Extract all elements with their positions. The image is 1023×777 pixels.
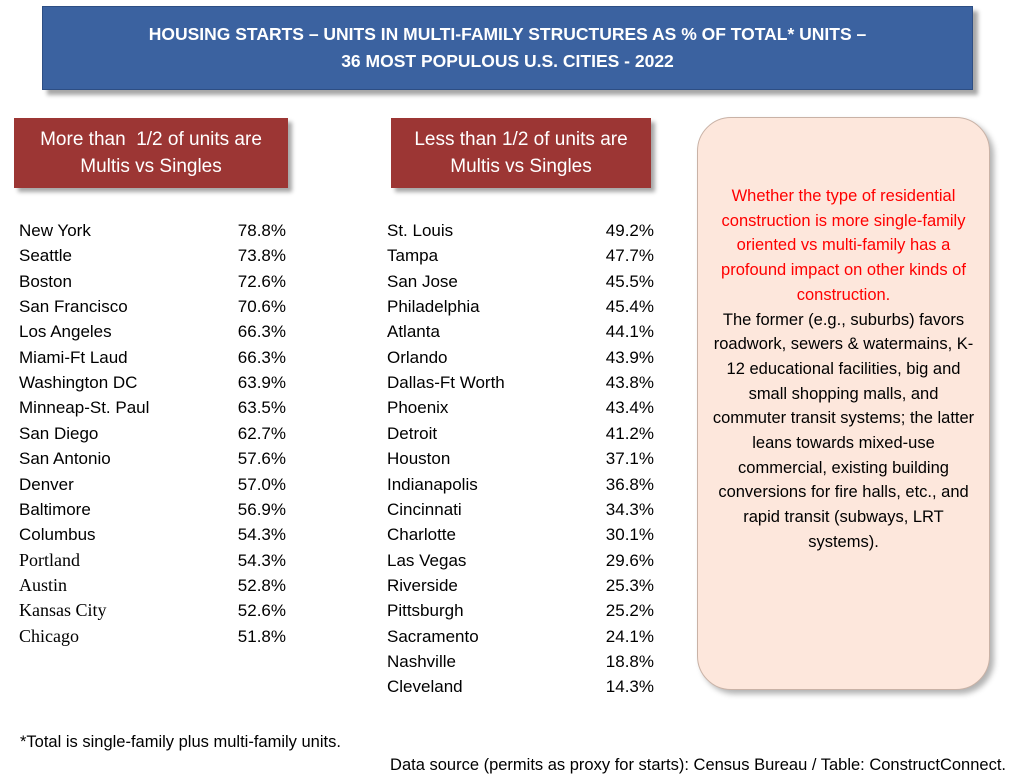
city-name: Seattle [19,246,72,266]
table-row [19,446,286,471]
city-percentage: 62.7% [237,423,286,443]
table-row [19,218,286,243]
city-percentage: 57.0% [237,474,286,494]
table-row [19,269,286,294]
city-percentage: 52.8% [237,575,286,595]
city-percentage: 45.4% [605,297,654,317]
table-row [387,624,654,649]
city-percentage: 63.9% [237,373,286,393]
city-percentage: 51.8% [237,626,286,646]
city-name: Miami-Ft Laud [19,347,128,367]
city-name: Chicago [19,625,79,646]
commentary-box [697,117,990,690]
commentary-black-text: The former (e.g., suburbs) favors roadwork, sewers & watermains, K-12 educational facilities, big and small shopping malls, and commuter transit systems; the latter leans towards mixed-use commercial, existing building conversions for fire halls, etc., and rapid transit (subways, LRT systems). [712,310,975,551]
city-name: Philadelphia [387,297,480,317]
city-percentage: 25.2% [605,601,654,621]
city-name: Washington DC [19,373,138,393]
city-percentage: 57.6% [237,449,286,469]
data-source: Data source (permits as proxy for starts): Census Bureau / Table: ConstructConnect. [390,756,1006,774]
city-name: Atlanta [387,322,440,342]
city-percentage: 24.1% [605,626,654,646]
city-name: Portland [19,549,80,570]
table-row [387,345,654,370]
table-row [387,497,654,522]
city-name: Sacramento [387,626,479,646]
title-banner [42,6,973,90]
table-row [19,395,286,420]
commentary-red-text: Whether the type of residential construction is more single-family oriented vs multi-family has a profound impact on other kinds of construction. [721,187,966,304]
table-row [387,319,654,344]
table-row [19,370,286,395]
city-percentage: 14.3% [605,677,654,697]
table-row [19,421,286,446]
city-percentage: 63.5% [237,398,286,418]
right-column-header [391,118,651,188]
table-row [387,598,654,623]
city-name: Pittsburgh [387,601,464,621]
city-name: St. Louis [387,221,454,240]
table-row [19,243,286,268]
table-row [19,522,286,547]
right-header-line-1: Less than 1/2 of units are [414,129,628,150]
city-percentage: 70.6% [237,297,286,317]
footnote: *Total is single-family plus multi-family units. [20,733,341,751]
city-name: Charlotte [387,525,456,545]
city-percentage: 29.6% [605,550,654,570]
city-percentage: 56.9% [237,499,286,519]
city-name: Columbus [19,525,96,545]
city-name: Dallas-Ft Worth [387,373,505,393]
city-percentage: 43.4% [605,398,654,418]
table-row [19,624,286,649]
city-name: Baltimore [19,499,91,519]
city-name: Denver [19,474,74,494]
city-percentage: 30.1% [605,525,654,545]
left-column-header [14,118,288,188]
city-percentage: 41.2% [605,423,654,443]
city-percentage: 66.3% [237,322,286,342]
city-percentage: 36.8% [605,474,654,494]
city-percentage: 45.5% [605,271,654,291]
city-percentage: 34.3% [605,499,654,519]
table-row [19,497,286,522]
left-header-line-2: Multis vs Singles [80,156,222,177]
city-percentage: 47.7% [605,246,654,266]
table-row [19,472,286,497]
table-row [387,446,654,471]
city-name: Detroit [387,423,438,443]
table-row [387,573,654,598]
city-name: Los Angeles [19,322,112,342]
city-name: Kansas City [19,600,107,621]
city-percentage: 52.6% [237,601,286,621]
table-row [19,294,286,319]
city-name: Minneap-St. Paul [19,398,150,418]
table-row [387,649,654,674]
table-row [387,370,654,395]
city-percentage: 43.9% [605,347,654,367]
city-percentage: 37.1% [605,449,654,469]
city-percentage: 49.2% [605,221,654,240]
table-row [387,395,654,420]
city-percentage: 54.3% [237,525,286,545]
title-line-1: HOUSING STARTS – UNITS IN MULTI-FAMILY STRUCTURES AS % OF TOTAL* UNITS – [148,24,867,44]
table-row [387,218,654,243]
right-header-line-2: Multis vs Singles [450,156,592,177]
city-name: Tampa [387,246,439,266]
table-row [19,598,286,623]
city-name: San Diego [19,423,99,443]
city-name: Houston [387,449,451,469]
table-row [19,548,286,573]
table-row [387,294,654,319]
city-percentage: 66.3% [237,347,286,367]
city-name: New York [19,221,91,240]
city-name: Phoenix [387,398,449,418]
table-row [387,674,654,699]
city-name: San Jose [387,271,458,291]
city-percentage: 25.3% [605,575,654,595]
city-percentage: 43.8% [605,373,654,393]
city-percentage: 44.1% [605,322,654,342]
city-percentage: 54.3% [237,550,286,570]
city-name: Nashville [387,651,456,671]
left-header-line-1: More than 1/2 of units are [40,129,262,150]
city-percentage: 18.8% [605,651,654,671]
city-name: Boston [19,271,72,291]
city-name: Cincinnati [387,499,462,519]
table-row [19,319,286,344]
city-name: Indianapolis [387,474,478,494]
title-line-2: 36 MOST POPULOUS U.S. CITIES - 2022 [341,51,674,71]
table-row [387,548,654,573]
table-row [387,243,654,268]
city-name: San Antonio [19,449,111,469]
city-percentage: 72.6% [237,271,286,291]
city-name: Austin [19,574,68,595]
table-row [19,573,286,598]
city-name: Cleveland [387,677,463,697]
city-name: Orlando [387,347,448,367]
table-row [387,472,654,497]
city-name: Riverside [387,575,458,595]
city-percentage: 73.8% [237,246,286,266]
table-row [387,269,654,294]
city-percentage: 78.8% [237,221,286,240]
city-name: San Francisco [19,297,128,317]
table-row [387,522,654,547]
table-row [387,421,654,446]
city-name: Las Vegas [387,550,467,570]
table-row [19,345,286,370]
